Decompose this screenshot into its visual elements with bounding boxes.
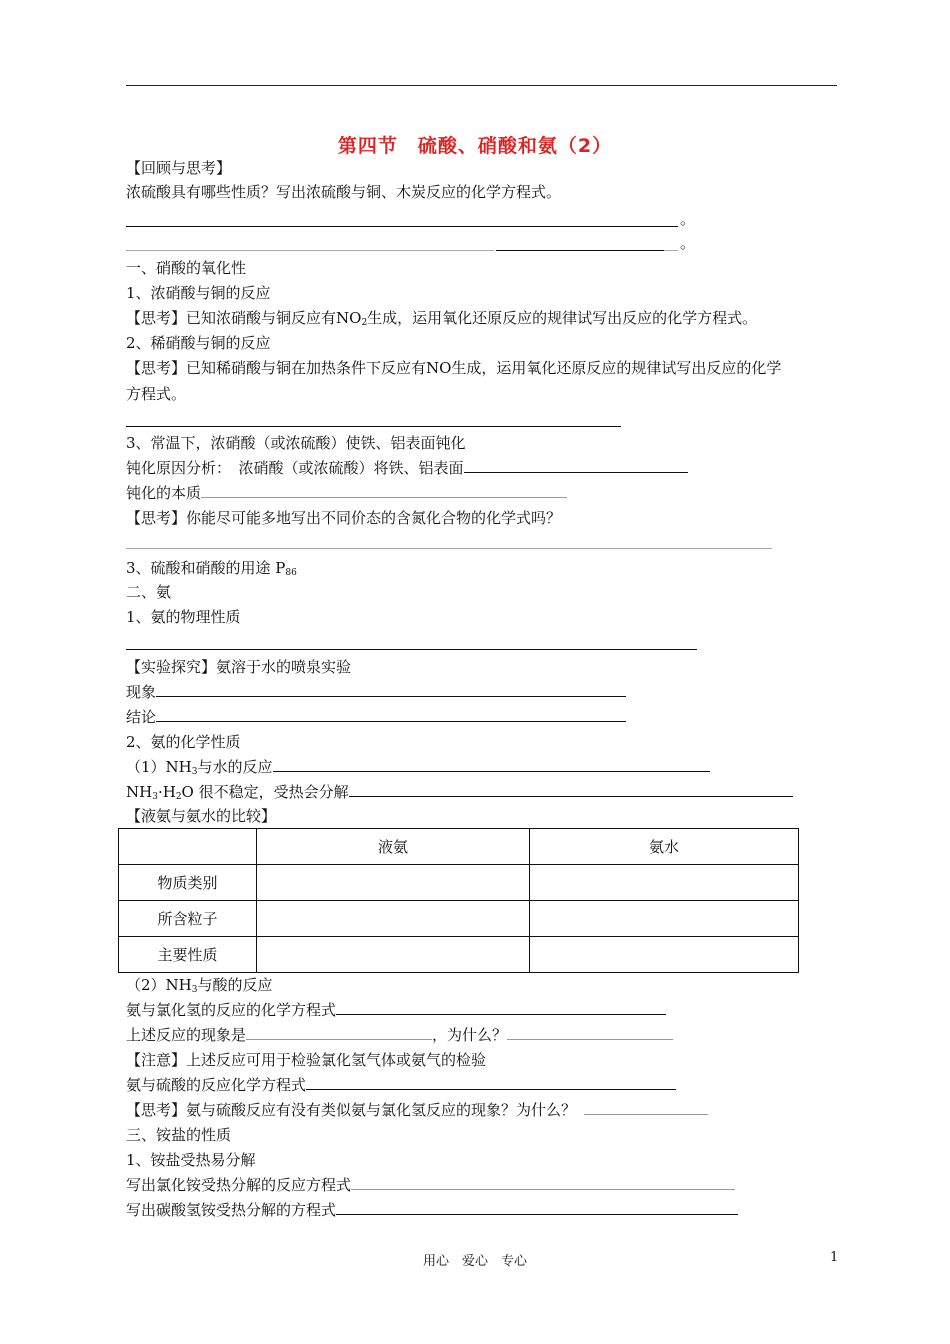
nh3-water-line: $(1)NH_3$与水的反应 xyxy=(126,757,710,777)
fill-blank[interactable] xyxy=(349,782,793,797)
hcl-equation-line: 氨与氯化氢的反应的化学方程式 xyxy=(126,1000,666,1020)
table-header-cell xyxy=(119,829,257,865)
conclusion-line: 结论 xyxy=(126,707,626,727)
fill-blank[interactable] xyxy=(156,707,626,722)
answer-line xyxy=(126,226,678,227)
h2so4-equation-line: 氨与硫酸的反应化学方程式 xyxy=(126,1075,676,1095)
page-number: 1 xyxy=(830,1250,839,1265)
fill-blank[interactable] xyxy=(336,1000,666,1015)
fill-blank[interactable] xyxy=(351,1175,735,1190)
fill-blank[interactable] xyxy=(464,458,688,473)
think-prompt: 【思考】氨与硫酸反应有没有类似氨与氯化氢反应的现象？为什么？ xyxy=(126,1100,708,1120)
answer-line xyxy=(126,426,621,427)
table-cell[interactable] xyxy=(530,901,799,937)
compare-heading: 【液氨与氨水的比较】 xyxy=(126,807,277,825)
row-label: 物质类别 xyxy=(119,865,257,901)
fill-blank[interactable] xyxy=(507,1025,673,1040)
answer-line xyxy=(126,548,772,549)
fill-blank[interactable] xyxy=(336,1200,738,1215)
fill-blank[interactable] xyxy=(306,1075,676,1090)
subsection-heading: 2、稀硝酸与铜的反应 xyxy=(126,334,271,352)
answer-line xyxy=(496,250,664,251)
nh4hco3-line: 写出碳酸氢铵受热分解的方程式 xyxy=(126,1200,738,1220)
table-header-cell: 液氨 xyxy=(257,829,530,865)
row-label: 所含粒子 xyxy=(119,901,257,937)
period-mark: 。 xyxy=(680,210,696,228)
fill-blank[interactable] xyxy=(584,1100,708,1115)
review-question: 浓硫酸具有哪些性质？写出浓硫酸与铜、木炭反应的化学方程式。 xyxy=(126,183,562,201)
think-prompt-cont: 方程式。 xyxy=(126,385,187,403)
nh3-acid-heading: $(2)NH_3$与酸的反应 xyxy=(126,976,273,995)
answer-line xyxy=(664,250,678,251)
table-row xyxy=(119,937,799,973)
table-row xyxy=(119,901,799,937)
table-cell[interactable] xyxy=(530,937,799,973)
answer-line xyxy=(126,649,697,650)
table-cell[interactable] xyxy=(530,865,799,901)
uses-heading: 3、硫酸和硝酸的用途 $P_{86}$ xyxy=(126,559,297,578)
section-heading: 一、硝酸的氧化性 xyxy=(126,259,247,277)
nh4cl-line: 写出氯化铵受热分解的反应方程式 xyxy=(126,1175,735,1195)
table-header-cell: 氨水 xyxy=(530,829,799,865)
think-prompt: 【思考】已知稀硝酸与铜在加热条件下反应有NO生成，运用氧化还原反应的规律试写出反应的化学 xyxy=(126,359,782,377)
header-rule xyxy=(126,85,837,86)
fill-blank[interactable] xyxy=(246,1025,432,1040)
experiment-heading: 【实验探究】氨溶于水的喷泉实验 xyxy=(126,658,352,676)
row-label: 主要性质 xyxy=(119,937,257,973)
table-cell[interactable] xyxy=(257,937,530,973)
section-heading: 三、铵盐的性质 xyxy=(126,1126,232,1144)
subsection-heading: 1、铵盐受热易分解 xyxy=(126,1151,256,1169)
table-header-row xyxy=(119,829,799,865)
period-mark: 。 xyxy=(680,234,696,252)
subsection-heading: 1、氨的物理性质 xyxy=(126,608,241,626)
footer-motto: 用心 爱心 专心 xyxy=(422,1254,527,1269)
subsection-heading: 3、常温下，浓硝酸（或浓硫酸）使铁、铝表面钝化 xyxy=(126,434,466,452)
note: 【注意】上述反应可用于检验氯化氢气体或氨气的检验 xyxy=(126,1051,487,1069)
fill-blank[interactable] xyxy=(201,483,567,498)
fill-blank[interactable] xyxy=(156,682,626,697)
table-cell[interactable] xyxy=(257,901,530,937)
think-prompt: 【思考】你能尽可能多地写出不同价态的含氮化合物的化学式吗？ xyxy=(126,509,562,527)
nh3h2o-line: $NH_3\cdot H_2O$ 很不稳定，受热会分解 xyxy=(126,782,793,802)
table-row xyxy=(119,865,799,901)
fill-blank[interactable] xyxy=(273,757,710,772)
subsection-heading: 1、浓硝酸与铜的反应 xyxy=(126,284,271,302)
answer-line xyxy=(126,250,494,251)
hcl-phenomenon-line: 上述反应的现象是 ，为什么？ xyxy=(126,1025,673,1045)
page-title: 第四节 硫酸、硝酸和氨（2） xyxy=(337,135,613,157)
review-heading: 【回顾与思考】 xyxy=(126,159,232,177)
subsection-heading: 2、氨的化学性质 xyxy=(126,733,241,751)
phenomenon-line: 现象 xyxy=(126,682,626,702)
passivation-reason: 钝化原因分析： 浓硝酸（或浓硫酸）将铁、铝表面 xyxy=(126,458,688,478)
passivation-essence: 钝化的本质 xyxy=(126,483,567,503)
table-cell[interactable] xyxy=(257,865,530,901)
think-prompt: 【思考】已知浓硝酸与铜反应有$NO_2$生成，运用氧化还原反应的规律试写出反应的化学方程式。 xyxy=(126,309,758,328)
section-heading: 二、氨 xyxy=(126,583,172,601)
comparison-table xyxy=(118,828,799,973)
